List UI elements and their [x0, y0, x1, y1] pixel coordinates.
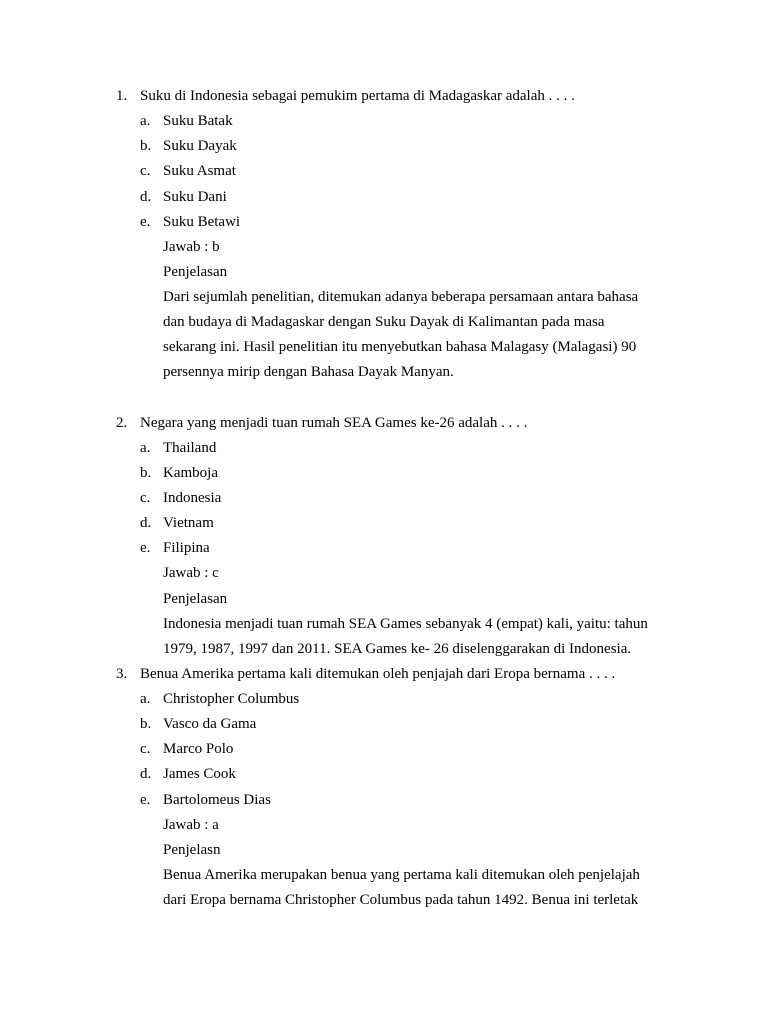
option-d	[0, 762, 768, 787]
option-c	[0, 486, 768, 511]
answer-line: Jawab : b	[163, 238, 220, 255]
option-d	[0, 511, 768, 536]
question-stem	[0, 84, 768, 109]
option-text: Filipina	[163, 540, 210, 557]
option-letter: c.	[140, 741, 151, 758]
option-d	[0, 185, 768, 210]
blank-line	[0, 386, 768, 411]
option-text: Suku Asmat	[163, 163, 236, 180]
option-b	[0, 712, 768, 737]
option-letter: a.	[140, 691, 151, 707]
option-text: Vasco da Gama	[163, 716, 257, 733]
option-text: Vietnam	[163, 515, 214, 532]
option-e	[0, 210, 768, 235]
option-letter: b.	[140, 138, 152, 155]
answer-line: Jawab : c	[163, 565, 219, 582]
question-stem	[0, 411, 768, 436]
option-b	[0, 461, 768, 486]
option-letter: d.	[140, 515, 152, 532]
explanation-line: dan budaya di Madagaskar dengan Suku Dayak di Kalimantan pada masa	[163, 314, 605, 331]
option-e	[0, 536, 768, 561]
option-a	[0, 436, 768, 461]
option-letter: d.	[140, 766, 152, 783]
question-text: Suku di Indonesia sebagai pemukim pertama di Madagaskar adalah . . . .	[140, 88, 575, 104]
question-1	[0, 84, 768, 386]
explanation-heading: Penjelasan	[163, 590, 228, 607]
option-text: Bartolomeus Dias	[163, 791, 271, 808]
option-letter: e.	[140, 213, 151, 230]
option-letter: b.	[140, 464, 152, 481]
question-stem	[0, 662, 768, 687]
option-text: James Cook	[163, 766, 236, 783]
option-text: Marco Polo	[163, 741, 234, 758]
question-text: Benua Amerika pertama kali ditemukan oleh penjajah dari Eropa bernama . . . .	[140, 665, 616, 682]
option-letter: e.	[140, 540, 151, 557]
explanation-heading: Penjelasan	[163, 263, 228, 280]
option-letter: d.	[140, 188, 152, 205]
option-text: Suku Batak	[163, 113, 233, 130]
option-letter: a.	[140, 113, 151, 130]
option-text: Christopher Columbus	[163, 691, 300, 707]
option-letter: c.	[140, 163, 151, 180]
option-letter: b.	[140, 716, 152, 733]
question-number: 2.	[116, 414, 128, 431]
question-number: 1.	[116, 88, 128, 104]
question-number: 3.	[116, 665, 128, 682]
explanation-line: 1979, 1987, 1997 dan 2011. SEA Games ke- 26 diselenggarakan di Indonesia.	[163, 640, 632, 657]
explanation-line: Indonesia menjadi tuan rumah SEA Games sebanyak 4 (empat) kali, yaitu: tahun	[163, 615, 648, 632]
question-text: Negara yang menjadi tuan rumah SEA Games ke-26 adalah . . . .	[140, 414, 528, 431]
option-letter: e.	[140, 791, 151, 808]
explanation-line: persennya mirip dengan Bahasa Dayak Manyan.	[163, 364, 454, 381]
option-text: Suku Dani	[163, 188, 227, 205]
option-text: Thailand	[163, 439, 217, 456]
explanation-line: dari Eropa bernama Christopher Columbus pada tahun 1492. Benua ini terletak	[163, 892, 639, 908]
option-text: Indonesia	[163, 490, 222, 506]
option-e	[0, 788, 768, 813]
option-a	[0, 687, 768, 712]
option-text: Suku Dayak	[163, 138, 237, 155]
quiz-content	[0, 84, 768, 913]
option-text: Kamboja	[163, 464, 218, 481]
option-c	[0, 737, 768, 762]
option-letter: a.	[140, 439, 151, 456]
explanation-line: Benua Amerika merupakan benua yang pertama kali ditemukan oleh penjelajah	[163, 866, 640, 883]
option-a	[0, 109, 768, 134]
answer-line: Jawab : a	[163, 816, 219, 833]
explanation-line: Dari sejumlah penelitian, ditemukan adanya beberapa persamaan antara bahasa	[163, 289, 639, 305]
option-c	[0, 159, 768, 184]
explanation-heading: Penjelasn	[163, 841, 221, 858]
question-3	[0, 662, 768, 913]
question-2	[0, 411, 768, 662]
option-letter: c.	[140, 490, 151, 506]
option-text: Suku Betawi	[163, 213, 241, 230]
explanation-line: sekarang ini. Hasil penelitian itu menyebutkan bahasa Malagasy (Malagasi) 90	[163, 339, 637, 356]
option-b	[0, 134, 768, 159]
